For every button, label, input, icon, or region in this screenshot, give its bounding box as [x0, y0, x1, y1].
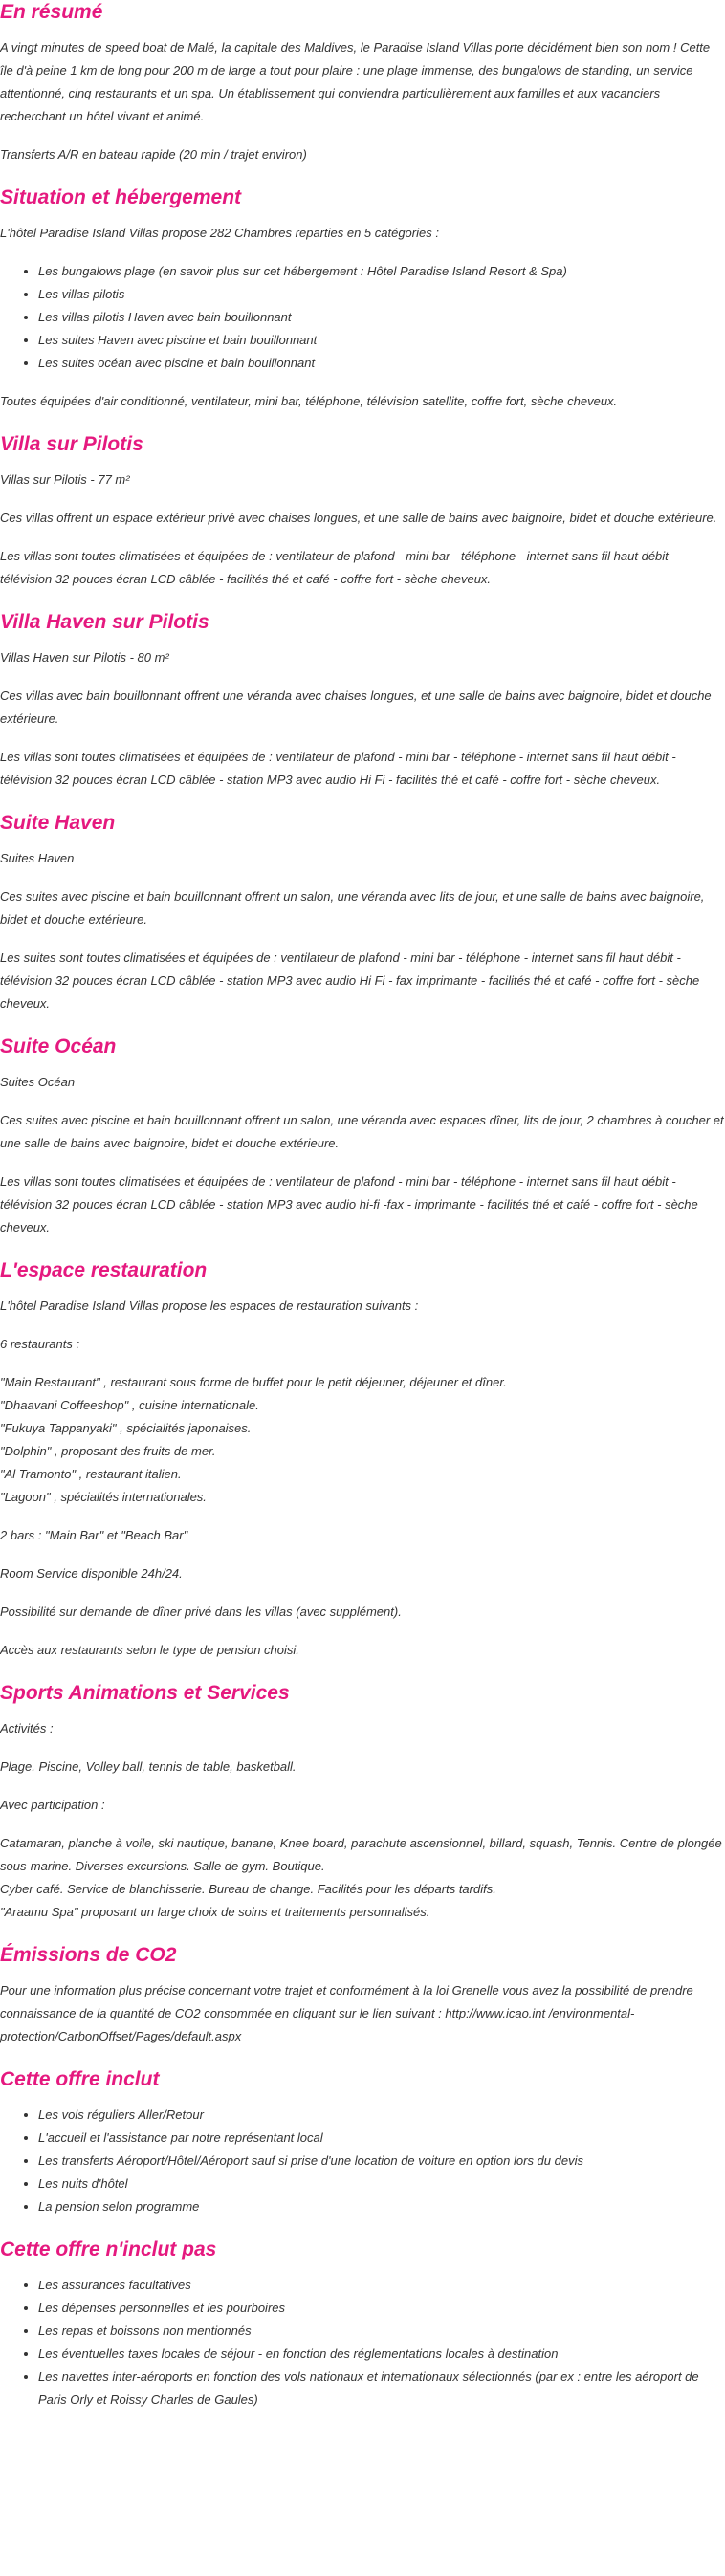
- list-item: • La pension selon programme: [38, 2195, 725, 2218]
- list-item: "Main Restaurant" , restaurant sous forme de buffet pour le petit déjeuner, déjeuner et dîner.: [0, 1375, 507, 1389]
- list-item: • Les suites océan avec piscine et bain bouillonnant: [38, 352, 725, 375]
- list-item: "Dolphin" , proposant des fruits de mer.: [0, 1444, 216, 1458]
- included-list: [0, 2104, 725, 2218]
- section-restauration: [0, 1258, 725, 1662]
- list-item: • Les dépenses personnelles et les pourboires: [38, 2297, 725, 2320]
- list-item: • Les nuits d'hôtel: [38, 2172, 725, 2195]
- section-suite-ocean: [0, 1035, 725, 1239]
- private-dinner-info: Possibilité sur demande de dîner privé dans les villas (avec supplément).: [0, 1605, 402, 1619]
- list-item: "Fukuya Tappanyaki" , spécialités japonaises.: [0, 1421, 252, 1435]
- section-title-ninclut: Cette offre n'inclut pas: [0, 2238, 217, 2260]
- list-item: • Les assurances facultatives: [38, 2274, 725, 2297]
- section-title-suite-ocean: Suite Océan: [0, 1036, 117, 1058]
- restauration-intro: L'hôtel Paradise Island Villas propose les espaces de restauration suivants :: [0, 1299, 419, 1313]
- section-title-situation: Situation et hébergement: [0, 186, 242, 208]
- room-equipment: Les suites sont toutes climatisées et équipées de : ventilateur de plafond - mini bar - téléphone - internet sans fil haut débit - télévision 32 pouces écran LCD câblée - station MP3 avec audio Hi Fi - fax imprimante - facilités thé et café - coffre fort - sèche cheveux.: [0, 950, 700, 1011]
- section-title-villa-pilotis: Villa sur Pilotis: [0, 433, 143, 455]
- section-villa-haven: [0, 610, 725, 792]
- room-description: Ces suites avec piscine et bain bouillonnant offrent un salon, une véranda avec espaces dîner, lits de jour, 2 chambres à coucher et une salle de bains avec baignoire, bidet et douche extérieure.: [0, 1113, 724, 1150]
- list-item: Cyber café. Service de blanchisserie. Bureau de change. Facilités pour les départs tardifs.: [0, 1882, 496, 1896]
- section-co2: [0, 1943, 725, 2048]
- restaurant-list: [0, 1371, 725, 1509]
- section-situation: [0, 186, 725, 413]
- room-subtitle: Suites Haven: [0, 851, 75, 865]
- free-activities: Plage. Piscine, Volley ball, tennis de table, basketball.: [0, 1759, 297, 1774]
- room-description: Ces villas offrent un espace extérieur privé avec chaises longues, et une salle de bains avec baignoire, bidet et douche extérieure.: [0, 511, 717, 525]
- section-title-inclut: Cette offre inclut: [0, 2068, 160, 2090]
- room-service-info: Room Service disponible 24h/24.: [0, 1566, 183, 1581]
- section-ninclut: [0, 2238, 725, 2412]
- section-title-restauration: L'espace restauration: [0, 1259, 208, 1281]
- section-title-sports: Sports Animations et Services: [0, 1682, 290, 1704]
- section-inclut: [0, 2067, 725, 2218]
- room-description: Ces villas avec bain bouillonnant offrent une véranda avec chaises longues, et une salle de bains avec baignoire, bidet et douche extérieure.: [0, 688, 712, 726]
- section-villa-pilotis: [0, 432, 725, 591]
- list-item: • Les éventuelles taxes locales de séjour - en fonction des réglementations locales à destination: [38, 2343, 725, 2366]
- section-title-co2: Émissions de CO2: [0, 1944, 177, 1966]
- list-item: • Les villas pilotis: [38, 283, 725, 306]
- list-item: • Les navettes inter-aéroports en fonction des vols nationaux et internationaux sélectionnés (par ex : entre les aéroport de Paris Orly et Roissy Charles de Gaules): [38, 2366, 725, 2412]
- paid-activities-label: Avec participation :: [0, 1798, 105, 1812]
- restaurant-count: 6 restaurants :: [0, 1337, 80, 1351]
- section-title-villa-haven: Villa Haven sur Pilotis: [0, 611, 209, 633]
- excluded-list: [0, 2274, 725, 2412]
- section-resume: [0, 0, 725, 166]
- room-equipment: Les villas sont toutes climatisées et équipées de : ventilateur de plafond - mini bar - téléphone - internet sans fil haut débit - télévision 32 pouces écran LCD câblée - facilités thé et café - coffre fort - sèche cheveux.: [0, 549, 676, 586]
- list-item: • Les bungalows plage (en savoir plus sur cet hébergement : Hôtel Paradise Island Resort & Spa): [38, 260, 725, 283]
- list-item: • Les suites Haven avec piscine et bain bouillonnant: [38, 329, 725, 352]
- list-item: "Dhaavani Coffeeshop" , cuisine internationale.: [0, 1398, 259, 1412]
- room-description: Ces suites avec piscine et bain bouillonnant offrent un salon, une véranda avec lits de jour, et une salle de bains avec baignoire, bidet et douche extérieure.: [0, 889, 705, 927]
- section-suite-haven: [0, 811, 725, 1015]
- list-item: "Araamu Spa" proposant un large choix de soins et traitements personnalisés.: [0, 1905, 430, 1919]
- list-item: "Al Tramonto" , restaurant italien.: [0, 1467, 182, 1481]
- room-category-list: [0, 260, 725, 375]
- list-item: • Les transferts Aéroport/Hôtel/Aéroport sauf si prise d'une location de voiture en option lors du devis: [38, 2150, 725, 2172]
- room-equipment: Les villas sont toutes climatisées et équipées de : ventilateur de plafond - mini bar - téléphone - internet sans fil haut débit - télévision 32 pouces écran LCD câblée - station MP3 avec audio Hi Fi - facilités thé et café - coffre fort - sèche cheveux.: [0, 750, 676, 787]
- list-item: • Les villas pilotis Haven avec bain bouillonnant: [38, 306, 725, 329]
- section-title-resume: En résumé: [0, 1, 103, 23]
- list-item: • Les vols réguliers Aller/Retour: [38, 2104, 725, 2127]
- bars-info: 2 bars : "Main Bar" et "Beach Bar": [0, 1528, 188, 1542]
- situation-outro: Toutes équipées d'air conditionné, ventilateur, mini bar, téléphone, télévision satellite, coffre fort, sèche cheveux.: [0, 394, 618, 408]
- section-title-suite-haven: Suite Haven: [0, 812, 116, 834]
- situation-intro: L'hôtel Paradise Island Villas propose 282 Chambres reparties en 5 catégories :: [0, 226, 439, 240]
- room-subtitle: Suites Océan: [0, 1075, 76, 1089]
- list-item: • L'accueil et l'assistance par notre représentant local: [38, 2127, 725, 2150]
- access-info: Accès aux restaurants selon le type de pension choisi.: [0, 1643, 299, 1657]
- resume-paragraph: A vingt minutes de speed boat de Malé, la capitale des Maldives, le Paradise Island Villas porte décidément bien son nom ! Cette île d'à peine 1 km de long pour 200 m de large a tout pour plaire : une plage immense, des bungalows de standing, un service attentionné, cinq restaurants et un spa. Un établissement qui conviendra particulièrement aux familles et aux vacanciers recherchant un hôtel vivant et animé.: [0, 40, 711, 123]
- room-subtitle: Villas sur Pilotis - 77 m²: [0, 472, 130, 487]
- room-subtitle: Villas Haven sur Pilotis - 80 m²: [0, 650, 169, 665]
- transfer-note: Transferts A/R en bateau rapide (20 min / trajet environ): [0, 147, 307, 162]
- paid-activities-list: [0, 1832, 725, 1924]
- co2-paragraph: Pour une information plus précise concernant votre trajet et conformément à la loi Grenelle vous avez la possibilité de prendre connaissance de la quantité de CO2 consommée en cliquant sur le lien suivant : http://www.icao.int /environmental-protection/CarbonOffset/Pages/default.aspx: [0, 1983, 693, 2043]
- activities-label: Activités :: [0, 1721, 54, 1736]
- list-item: Catamaran, planche à voile, ski nautique, banane, Knee board, parachute ascensionnel, billard, squash, Tennis. Centre de plongée sous-marine. Diverses excursions. Salle de gym. Boutique.: [0, 1836, 722, 1873]
- list-item: "Lagoon" , spécialités internationales.: [0, 1490, 207, 1504]
- section-sports: [0, 1681, 725, 1924]
- room-equipment: Les villas sont toutes climatisées et équipées de : ventilateur de plafond - mini bar - téléphone - internet sans fil haut débit - télévision 32 pouces écran LCD câblée - station MP3 avec audio hi-fi -fax - imprimante - facilités thé et café - coffre fort - sèche cheveux.: [0, 1174, 698, 1234]
- list-item: • Les repas et boissons non mentionnés: [38, 2320, 725, 2343]
